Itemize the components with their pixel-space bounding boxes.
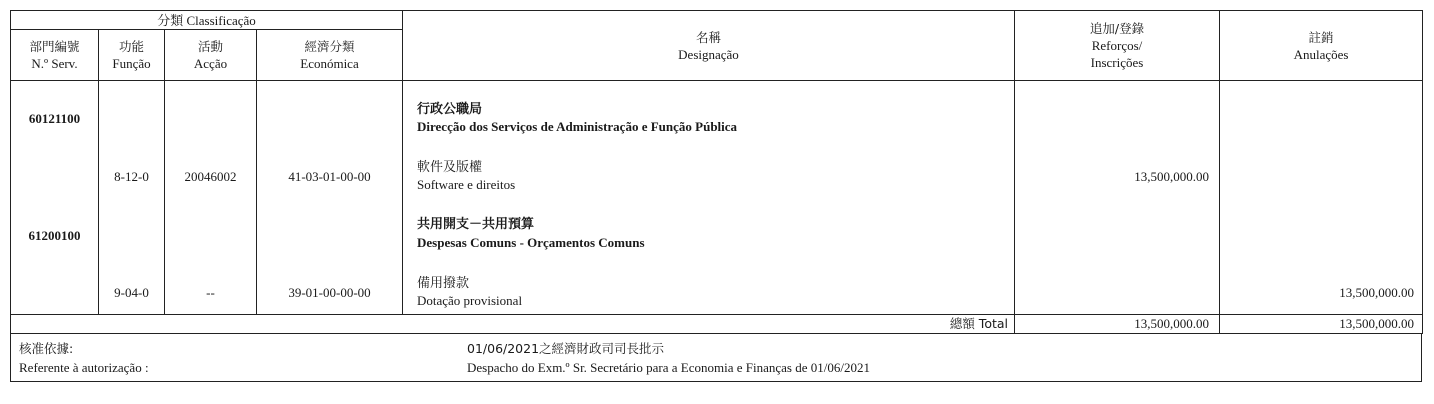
designation-zh: 軟件及版權 [417, 160, 483, 175]
budget-table [10, 10, 1423, 334]
action-column [165, 81, 257, 315]
action-code: -- [206, 285, 215, 300]
action-code: 20046002 [184, 169, 237, 184]
reinforcement-column [1015, 81, 1220, 315]
designation-header: 名稱 Designação [403, 11, 1015, 81]
classification-header: 分類 Classificação [11, 11, 403, 30]
reinforcement-amount: 13,500,000.00 [1134, 169, 1209, 184]
economic-header: 經濟分類 Económica [257, 30, 403, 81]
dept-header: 部門編號 N.º Serv. [11, 30, 99, 81]
designation-zh: 行政公職局 [417, 102, 483, 117]
designation-pt: Dotação provisional [417, 293, 523, 308]
designation-pt: Despesas Comuns - Orçamentos Comuns [417, 235, 645, 250]
dept-column [11, 81, 99, 315]
dispatch-zh: 01/06/2021之經濟財政司司長批示 [467, 341, 665, 356]
economic-code: 39-01-00-00-00 [288, 285, 371, 300]
budget-sheet [10, 10, 1422, 382]
annulment-header: 註銷 Anulações [1220, 11, 1423, 81]
annulment-column [1220, 81, 1423, 315]
total-row [11, 315, 1423, 334]
function-header: 功能 Função [99, 30, 165, 81]
total-annulment: 13,500,000.00 [1220, 315, 1423, 334]
authorization-label-zh: 核准依據: [19, 341, 74, 356]
authorization-footer [10, 334, 1422, 382]
dispatch-pt: Despacho do Exm.º Sr. Secretário para a Economia e Finanças de 01/06/2021 [467, 360, 870, 375]
action-header: 活動 Acção [165, 30, 257, 81]
dept-code: 61200100 [28, 228, 81, 243]
designation-zh: 備用撥款 [417, 276, 470, 291]
designation-column [403, 81, 1015, 315]
designation-pt: Software e direitos [417, 177, 516, 192]
economic-column [257, 81, 403, 315]
total-reinforcement: 13,500,000.00 [1015, 315, 1220, 334]
reinforcement-header: 追加/登錄 Reforços/ Inscrições [1015, 11, 1220, 81]
function-code: 8-12-0 [114, 169, 149, 184]
designation-zh: 共用開支－共用預算 [417, 217, 535, 232]
function-code: 9-04-0 [114, 285, 149, 300]
authorization-label-pt: Referente à autorização : [19, 360, 149, 375]
economic-code: 41-03-01-00-00 [288, 169, 371, 184]
total-label: 總額 Total [11, 315, 1015, 334]
designation-pt: Direcção dos Serviços de Administração e Função Pública [417, 119, 738, 134]
annulment-amount: 13,500,000.00 [1339, 285, 1414, 300]
dept-code: 60121100 [28, 111, 81, 126]
function-column [99, 81, 165, 315]
